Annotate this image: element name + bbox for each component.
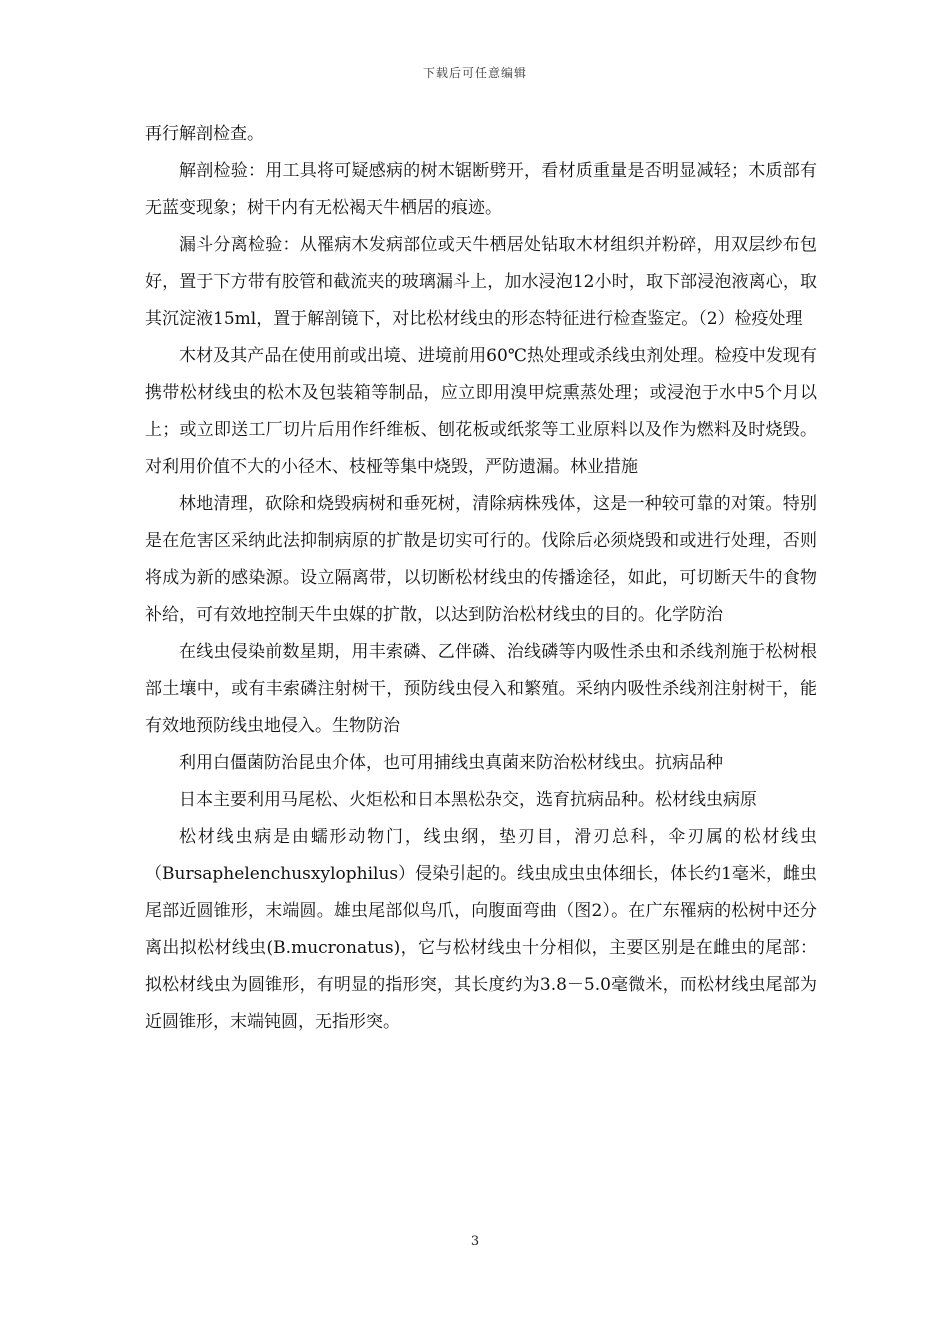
document-body xyxy=(145,116,817,1041)
paragraph-2: 解剖检验：用工具将可疑感病的树木锯断劈开，看材质重量是否明显减轻；木质部有无蓝变现象；树干内有无松褐天牛栖居的痕迹。 xyxy=(145,161,817,218)
paragraph-6: 在线虫侵染前数星期，用丰索磷、乙伴磷、治线磷等内吸性杀虫和杀线剂施于松树根部土壤中，或有丰索磷注射树干，预防线虫侵入和繁殖。采纳内吸性杀线剂注射树干，能有效地预防线虫地侵入。生物防治 xyxy=(145,642,817,736)
paragraph-4: 木材及其产品在使用前或出境、进境前用60℃热处理或杀线虫剂处理。检疫中发现有携带松材线虫的松木及包装箱等制品，应立即用溴甲烷熏蒸处理；或浸泡于水中5个月以上；或立即送工厂切片后用作纤维板、刨花板或纸浆等工业原料以及作为燃料及时烧毁。对利用价值不大的小径木、枝桠等集中烧毁，严防遗漏。林业措施 xyxy=(145,346,817,477)
paragraph-5: 林地清理，砍除和烧毁病树和垂死树，清除病株残体，这是一种较可靠的对策。特别是在危害区采纳此法抑制病原的扩散是切实可行的。伐除后必须烧毁和或进行处理，否则将成为新的感染源。设立隔离带，以切断松材线虫的传播途径，如此，可切断天牛的食物补给，可有效地控制天牛虫媒的扩散，以达到防治松材线虫的目的。化学防治 xyxy=(145,494,817,625)
paragraph-3: 漏斗分离检验：从罹病木发病部位或天牛栖居处钻取木材组织并粉碎，用双层纱布包好，置于下方带有胶管和截流夹的玻璃漏斗上，加水浸泡12小时，取下部浸泡液离心，取其沉淀液15ml，置于解剖镜下，对比松材线虫的形态特征进行检查鉴定。（2）检疫处理 xyxy=(145,235,817,329)
page-header: 下载后可任意编辑 xyxy=(422,66,527,80)
paragraph-1: 再行解剖检查。 xyxy=(145,124,264,144)
paragraph-7: 利用白僵菌防治昆虫介体，也可用捕线虫真菌来防治松材线虫。抗病品种 xyxy=(179,753,723,773)
paragraph-8: 日本主要利用马尾松、火炬松和日本黑松杂交，选育抗病品种。松材线虫病原 xyxy=(179,790,757,810)
page-number: 3 xyxy=(470,1234,480,1249)
paragraph-9: 松材线虫病是由蠕形动物门，线虫纲，垫刃目，滑刃总科，伞刃属的松材线虫（Bursaphelenchusxylophilus）侵染引起的。线虫成虫虫体细长，体长约1毫米，雌虫尾部近圆锥形，末端圆。雄虫尾部似鸟爪，向腹面弯曲（图2）。在广东罹病的松树中还分离出拟松材线虫(B.mucronatus)，它与松材线虫十分相似，主要区别是在雌虫的尾部：拟松材线虫为圆锥形，有明显的指形突，其长度约为3.8－5.0毫微米，而松材线虫尾部为近圆锥形，末端钝圆，无指形突。 xyxy=(145,827,817,1032)
